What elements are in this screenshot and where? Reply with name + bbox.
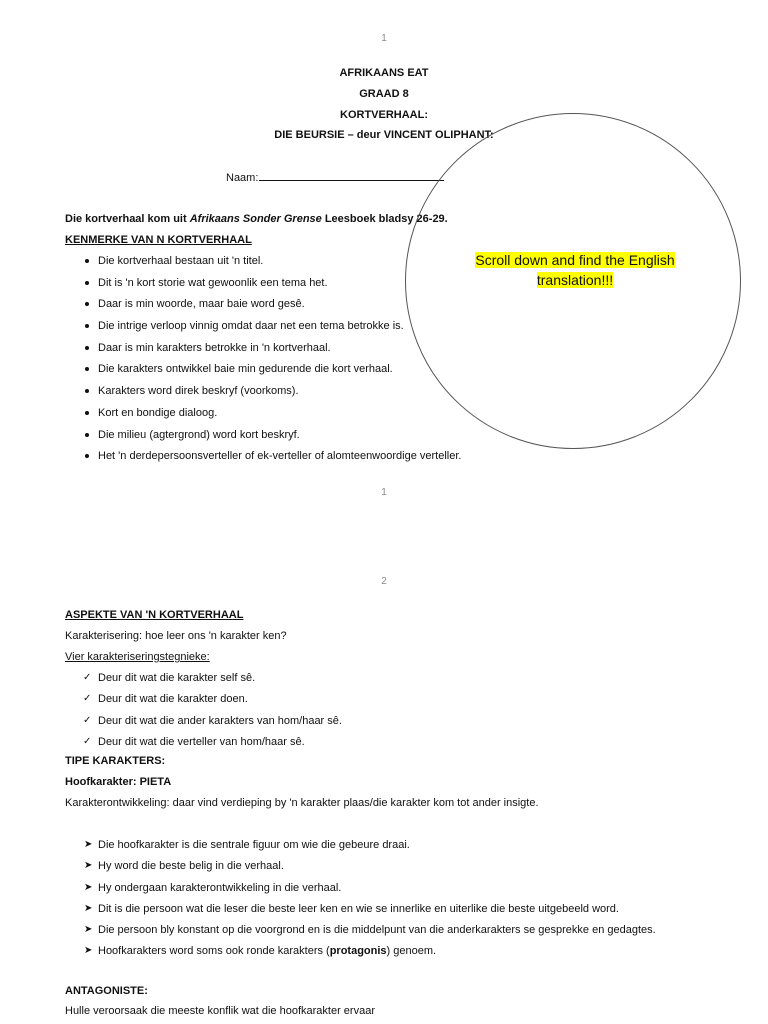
arrow-icon: ➤ [84,881,93,893]
arrow-icon: ➤ [84,945,93,957]
list-item: ➤ Hy word die beste belig in die verhaal. [84,860,284,873]
name-field [226,171,444,184]
title-genre: KORTVERHAAL: [340,109,428,121]
title-grade: GRAAD 8 [359,88,409,100]
list-item: Daar is min woorde, maar baie word gesê. [65,297,485,319]
bullet-icon [85,389,89,393]
name-label: Naam: [226,172,259,184]
list-item: ✓ Deur dit wat die verteller van hom/haar sê. [83,735,305,748]
bullet-icon [85,302,89,306]
bullet-icon [85,411,89,415]
bullet-icon [85,259,89,263]
list-item: ➤ Die hoofkarakter is die sentrale figuur om wie die gebeure draai. [84,839,410,851]
list-item: Dit is 'n kort storie wat gewoonlik een tema het. [65,276,485,298]
list-item: Daar is min karakters betrokke in 'n kortverhaal. [65,341,485,363]
check-icon: ✓ [83,735,92,747]
section-heading-aspects: ASPEKTE VAN 'N KORTVERHAAL [65,609,244,621]
main-character-list [65,838,725,966]
list-item: Die kortverhaal bestaan uit 'n titel. [65,254,485,276]
antagonist-heading: ANTAGONISTE: [65,985,148,997]
bullet-icon [85,367,89,371]
section-heading-features: KENMERKE VAN N KORTVERHAAL [65,234,252,246]
title-subject: AFRIKAANS EAT [339,67,429,79]
bullet-icon [85,346,89,350]
types-heading: TIPE KARAKTERS: [65,755,166,767]
arrow-icon: ➤ [84,924,93,936]
list-item: Karakters word direk beskryf (voorkoms). [65,384,485,406]
page-number-top: 1 [381,33,387,44]
list-item: ✓ Deur dit wat die karakter doen. [83,693,248,706]
techniques-heading: Vier karakteriseringstegnieke: [65,651,210,663]
source-prefix: Die kortverhaal kom uit [65,213,190,225]
name-line [259,171,444,181]
page-number-bottom: 1 [381,487,387,498]
bullet-icon [85,433,89,437]
list-item: ➤ Die persoon bly konstant op die voorgrond en is die middelpunt van die anderkarakters se gesprekke en gedagtes. [84,924,656,937]
main-character: Hoofkarakter: PIETA [65,776,172,788]
title-story: DIE BEURSIE – deur VINCENT OLIPHANT: [274,129,494,141]
techniques-list [65,671,465,756]
list-item: Kort en bondige dialoog. [65,406,485,428]
list-item: Die milieu (agtergrond) word kort beskryf. [65,428,485,450]
antagonist-text: Hulle veroorsaak die meeste konflik wat die hoofkarakter ervaar [65,1005,375,1017]
check-icon: ✓ [83,672,92,683]
page-number-top-2: 2 [381,576,387,587]
list-item: Die karakters ontwikkel baie min gedurende die kort verhaal. [65,362,485,384]
list-item: ➤ Dit is die persoon wat die leser die beste leer ken en wie se innerlike en uiterlike die beste uitgebeeld word. [84,902,619,915]
source-line [65,213,448,225]
list-item: ➤ Hy ondergaan karakterontwikkeling in die verhaal. [84,881,342,894]
bullet-icon [85,324,89,328]
callout-text: Scroll down and find the English translation!!! [475,252,675,288]
arrow-icon: ➤ [84,860,93,872]
source-book: Afrikaans Sonder Grense [189,213,322,225]
check-icon: ✓ [83,714,92,726]
list-item: ➤ Hoofkarakters word soms ook ronde karakters (protagonis) genoem. [84,945,437,958]
list-item: ✓ Deur dit wat die karakter self sê. [83,672,256,684]
list-item: Die intrige verloop vinnig omdat daar net een tema betrokke is. [65,319,485,341]
list-item: Het 'n derdepersoonsverteller of ek-verteller of alomteenwoordige verteller. [65,449,485,471]
bullet-icon [85,454,89,458]
check-icon: ✓ [83,693,92,705]
arrow-icon: ➤ [84,839,93,850]
arrow-icon: ➤ [84,902,93,914]
bullet-icon [85,281,89,285]
list-item: ✓ Deur dit wat die ander karakters van hom/haar sê. [83,714,342,727]
characterisation-text: Karakterisering: hoe leer ons 'n karakter ken? [65,630,287,642]
development-text: Karakterontwikkeling: daar vind verdieping by 'n karakter plaas/die karakter kom tot ander insigte. [65,797,539,809]
source-suffix: Leesboek bladsy 26-29. [321,213,448,225]
